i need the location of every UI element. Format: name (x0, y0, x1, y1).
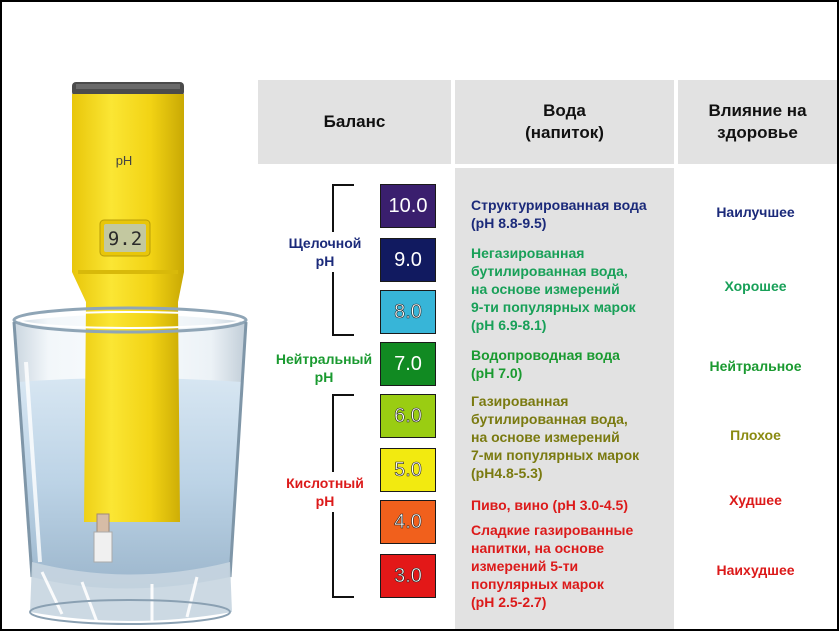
water-still-bottled: Негазированная бутилированная вода, на основе измерений 9-ти популярных марок (pH 6.9-8.1) (471, 245, 636, 333)
water-tap: Водопроводная вода (pH 7.0) (471, 347, 620, 381)
ph-meter-illustration (2, 2, 252, 629)
health-bad: Плохое (730, 427, 781, 443)
ph-swatch-9: 9.0 (380, 238, 436, 282)
header-water: Вода (напиток) (455, 80, 674, 164)
health-worse: Худшее (729, 492, 782, 508)
water-beer-wine: Пиво, вино (pH 3.0-4.5) (471, 497, 628, 513)
water-sparkling-bottled: Газированная бутилированная вода, на основе измерений 7-ми популярных марок (pH4.8-5.3) (471, 393, 640, 481)
infographic (2, 2, 837, 629)
ph-swatch-8: 8.0 (380, 290, 436, 334)
ph-swatch-7: 7.0 (380, 342, 436, 386)
ph-swatch-10: 10.0 (380, 184, 436, 228)
header-balance: Баланс (258, 80, 451, 164)
header-health: Влияние на здоровье (678, 80, 837, 164)
ph-swatch-6: 6.0 (380, 394, 436, 438)
health-good: Хорошее (724, 278, 787, 294)
label-acidic: Кислотный pH (276, 472, 374, 512)
meter-ph-label: pH (115, 153, 133, 168)
ph-swatch-3: 3.0 (380, 554, 436, 598)
ph-swatch-4: 4.0 (380, 500, 436, 544)
label-alkaline: Щелочной pH (276, 232, 374, 272)
water-structured: Структурированная вода (pH 8.8-9.5) (471, 197, 647, 231)
ph-swatch-5: 5.0 (380, 448, 436, 492)
water-soda: Сладкие газированные напитки, на основе измерений 5-ти популярных марок (pH 2.5-2.7) (471, 522, 634, 610)
label-neutral: Нейтральный pH (275, 351, 373, 385)
health-neutral: Нейтральное (709, 358, 802, 374)
meter-reading: 9.2 (107, 228, 143, 250)
health-worst: Наихудшее (716, 562, 795, 578)
health-best: Наилучшее (716, 204, 795, 220)
